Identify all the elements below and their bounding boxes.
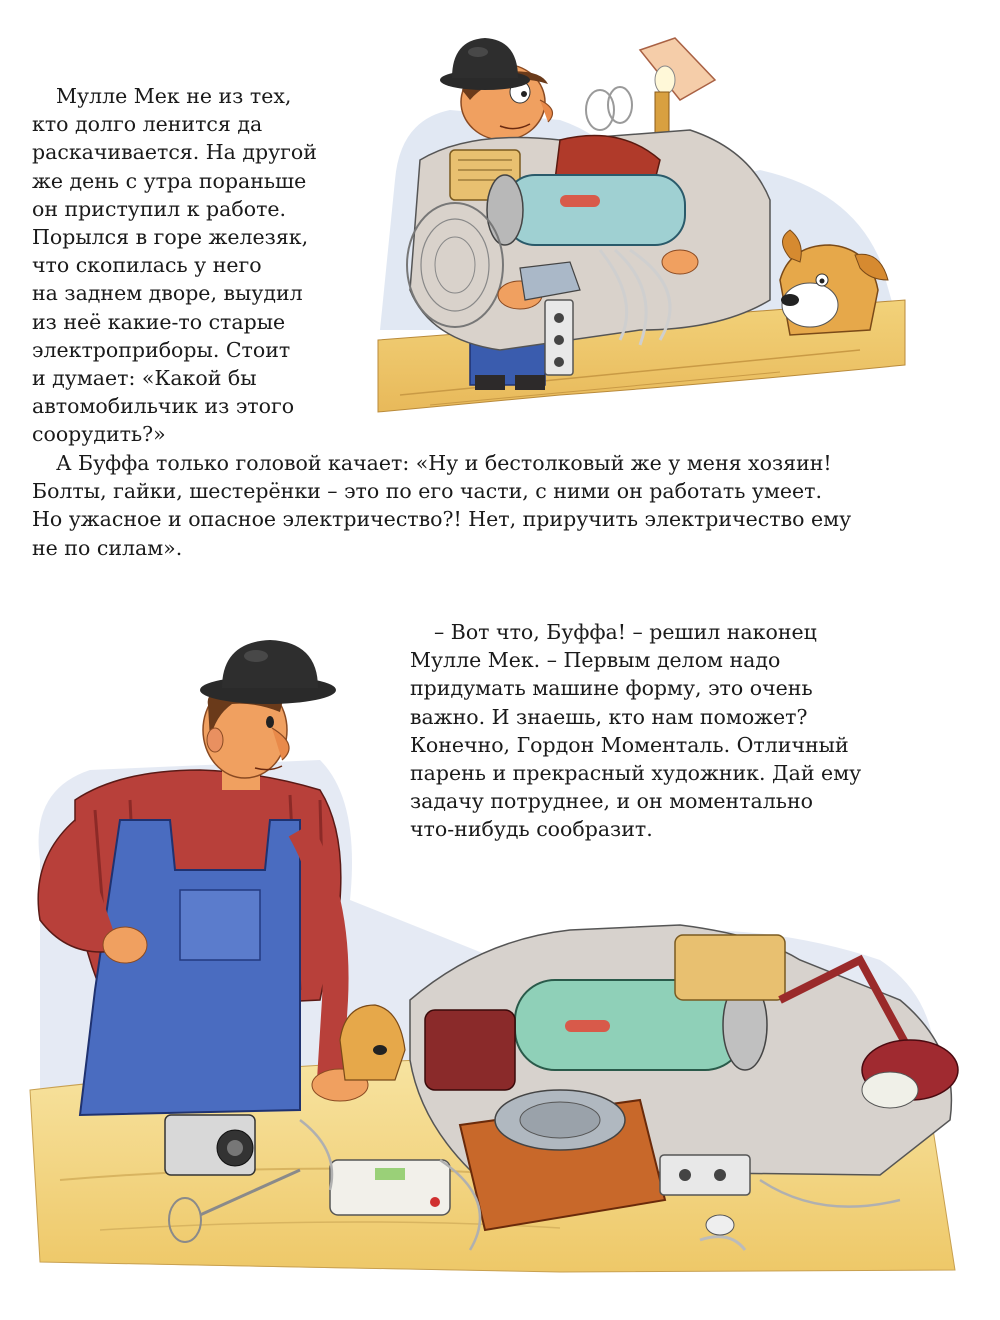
- text-line: Болты, гайки, шестерёнки – это по его части, с ними он работать умеет.: [32, 479, 823, 504]
- text-line: важно. И знаешь, кто нам поможет?: [410, 704, 808, 729]
- text-line: Порылся в горе железяк,: [32, 225, 309, 250]
- text-line: он приступил к работе.: [32, 196, 287, 221]
- text-line: раскачивается. На другой: [32, 140, 317, 165]
- text-line: Мулле Мек не из тех,: [56, 84, 292, 108]
- text-line: из неё какие-то старые: [32, 309, 286, 334]
- lamp-shade: [640, 38, 715, 100]
- text-line: что-нибудь сообразит.: [410, 817, 653, 842]
- text-line: электроприборы. Стоит: [32, 337, 291, 362]
- text-line: Мулле Мек. – Первым делом надо: [410, 648, 781, 673]
- text-line: не по силам».: [32, 535, 183, 560]
- text-line: кто долго ленится да: [32, 112, 263, 137]
- text-line: – Вот что, Буффа! – решил наконец: [434, 620, 817, 644]
- text-line: придумать машине форму, это очень: [410, 676, 813, 701]
- text-line: автомобильчик из этого: [32, 394, 295, 419]
- text-block-2: [32, 449, 851, 562]
- text-line: на заднем дворе, выудил: [32, 281, 303, 306]
- text-block-3: [410, 618, 861, 844]
- text-block-1: [32, 82, 317, 449]
- text-line: и думает: «Какой бы: [32, 366, 257, 391]
- text-line: Конечно, Гордон Моменталь. Отличный: [410, 732, 849, 757]
- text-line: Но ужасное и опасное электричество?! Нет, приручить электричество ему: [32, 507, 852, 532]
- text-line: А Буффа только головой качает: «Ну и бестолковый же у меня хозяин!: [56, 451, 832, 475]
- text-line: что скопилась у него: [32, 253, 262, 278]
- text-line: же день с утра пораньше: [32, 168, 307, 193]
- text-line: задачу потруднее, и он моментально: [410, 789, 813, 814]
- text-line: парень и прекрасный художник. Дай ему: [410, 761, 862, 786]
- text-line: соорудить?»: [32, 422, 166, 447]
